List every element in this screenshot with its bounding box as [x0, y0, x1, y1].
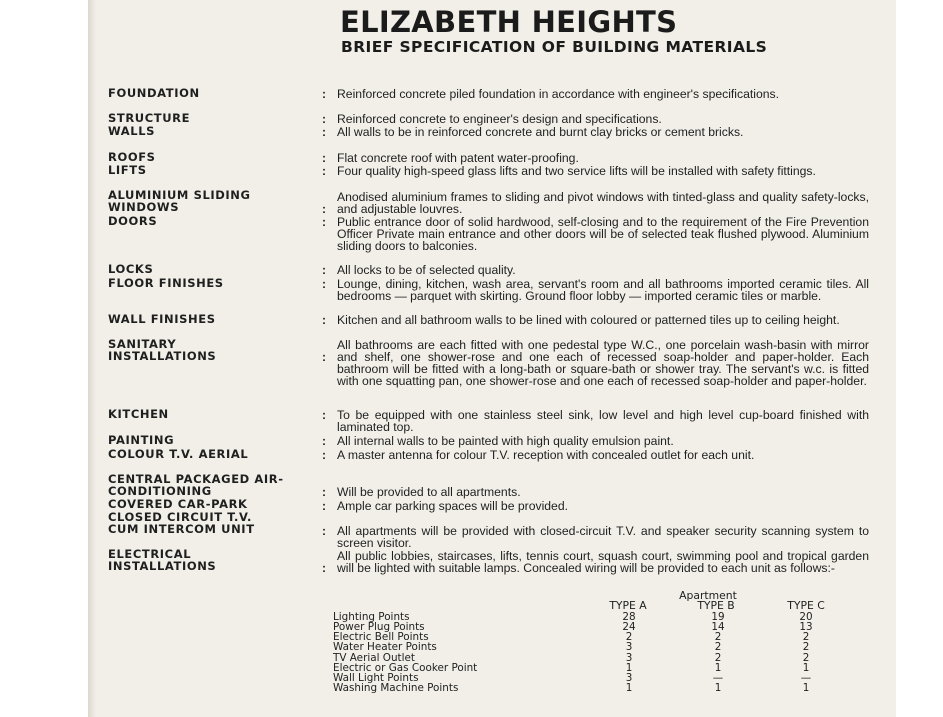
- table-group-header: Apartment: [679, 589, 737, 602]
- table-row-label: Lighting Points: [333, 611, 410, 623]
- spec-label-central-packaged-air-conditioning: CENTRAL PACKAGED AIR-CONDITIONING: [108, 472, 284, 498]
- spec-colon: :: [322, 485, 326, 499]
- table-cell: 3: [625, 672, 633, 684]
- spec-text-lifts: Four quality high-speed glass lifts and two service lifts will be installed with safety fittings.: [337, 164, 816, 178]
- spec-text-roofs: Flat concrete roof with patent water-proofing.: [337, 151, 579, 165]
- spec-label-floor-finishes: FLOOR FINISHES: [108, 276, 224, 290]
- spec-text-doors: Public entrance door of solid hardwood, self-closing and to the requirement of the Fire Prevention Officer Private main entrance and other doors will be of selected teak flushed plywood. Aluminium sliding doors to balconies.: [337, 215, 869, 253]
- page-edge-shadow: [88, 0, 96, 717]
- spec-label-electrical-installations: ELECTRICAL INSTALLATIONS: [108, 547, 217, 573]
- table-row-label: Washing Machine Points: [333, 682, 459, 694]
- table-cell: 3: [625, 641, 633, 653]
- spec-text-wall-finishes: Kitchen and all bathroom walls to be lined with coloured or patterned tiles up to ceiling height.: [337, 313, 840, 327]
- table-cell: 3: [625, 652, 633, 664]
- spec-text-floor-finishes: Lounge, dining, kitchen, wash area, servant's room and all bathrooms imported ceramic tiles. All bedrooms — parquet with skirting. Ground floor lobby — imported ceramic tiles or marble.: [337, 277, 869, 303]
- document-subtitle: BRIEF SPECIFICATION OF BUILDING MATERIALS: [341, 38, 768, 56]
- spec-text-walls: All walls to be in reinforced concrete and burnt clay bricks or cement bricks.: [337, 125, 744, 139]
- table-cell: 13: [799, 621, 813, 633]
- spec-colon: :: [322, 202, 326, 216]
- table-cell: 1: [714, 662, 722, 674]
- table-cell: 28: [622, 611, 636, 623]
- spec-label-sanitary-installations: SANITARY INSTALLATIONS: [108, 337, 217, 363]
- spec-colon: :: [322, 112, 326, 126]
- table-cell: 2: [802, 652, 810, 664]
- spec-colon: :: [322, 408, 326, 422]
- table-cell: 19: [711, 611, 725, 623]
- spec-label-aluminium-sliding-windows: ALUMINIUM SLIDING WINDOWS: [108, 188, 251, 214]
- table-row-label: Power Plug Points: [333, 621, 425, 633]
- spec-label-colour-tv-aerial: COLOUR T.V. AERIAL: [108, 447, 249, 461]
- table-cell: 24: [622, 621, 636, 633]
- spec-label-wall-finishes: WALL FINISHES: [108, 312, 216, 326]
- table-column-header: TYPE C: [787, 599, 825, 612]
- document-title: ELIZABETH HEIGHTS: [340, 5, 678, 39]
- spec-colon: :: [322, 151, 326, 165]
- spec-colon: :: [322, 434, 326, 448]
- spec-colon: :: [322, 448, 326, 462]
- table-cell: 2: [802, 641, 810, 653]
- table-cell: 2: [625, 631, 633, 643]
- spec-colon: :: [322, 164, 326, 178]
- table-cell: 2: [714, 641, 722, 653]
- spec-text-painting: All internal walls to be painted with high quality emulsion paint.: [337, 434, 674, 448]
- spec-colon: :: [322, 313, 326, 327]
- spec-text-aluminium-sliding-windows: Anodised aluminium frames to sliding and pivot windows with tinted-glass and quality safety-locks, and adjustable louvres.: [337, 190, 869, 216]
- table-row-label: TV Aerial Outlet: [333, 652, 415, 664]
- spec-colon: :: [322, 499, 326, 513]
- spec-text-electrical-installations: All public lobbies, staircases, lifts, tennis court, squash court, swimming pool and tropical garden will be lighted with suitable lamps. Concealed wiring will be provided to each unit as follows:-: [337, 549, 869, 575]
- spec-colon: :: [322, 350, 326, 364]
- spec-label-foundation: FOUNDATION: [108, 86, 200, 100]
- spec-text-sanitary-installations: All bathrooms are each fitted with one pedestal type W.C., one porcelain wash-basin with mirror and shelf, one shower-rose and one each of recessed soap-holder and paper-holder. Each bathroom will be fitted with a long-bath or square-bath or shower tray. The servant's w.c. is fitted with one squatting pan, one shower-rose and one each of recessed soap-holder and paper-holder.: [337, 338, 869, 388]
- spec-colon: :: [322, 561, 326, 575]
- spec-text-covered-car-park: Ample car parking spaces will be provided.: [337, 499, 568, 513]
- table-cell: 2: [802, 631, 810, 643]
- table-cell: —: [712, 672, 724, 684]
- table-cell: 20: [799, 611, 813, 623]
- spec-text-foundation: Reinforced concrete piled foundation in accordance with engineer's specifications.: [337, 87, 780, 101]
- table-cell: 2: [714, 631, 722, 643]
- spec-label-locks: LOCKS: [108, 262, 154, 276]
- spec-label-closed-circuit-tv-intercom: CLOSED CIRCUIT T.V. CUM INTERCOM UNIT: [108, 510, 255, 536]
- table-row-label: Electric or Gas Cooker Point: [333, 662, 478, 674]
- table-cell: 1: [625, 662, 633, 674]
- spec-label-walls: WALLS: [108, 124, 156, 138]
- table-cell: 1: [802, 662, 810, 674]
- spec-colon: :: [322, 215, 326, 229]
- table-cell: 1: [714, 682, 722, 694]
- table-column-header: TYPE B: [697, 599, 735, 612]
- spec-colon: :: [322, 524, 326, 538]
- table-row-label: Water Heater Points: [333, 641, 437, 653]
- spec-text-colour-tv-aerial: A master antenna for colour T.V. reception with concealed outlet for each unit.: [337, 448, 755, 462]
- spec-label-roofs: ROOFS: [108, 150, 156, 164]
- spec-colon: :: [322, 277, 326, 291]
- spec-label-painting: PAINTING: [108, 433, 175, 447]
- spec-label-lifts: LIFTS: [108, 163, 147, 177]
- spec-text-kitchen: To be equipped with one stainless steel sink, low level and high level cup-board finished with laminated top.: [337, 408, 869, 434]
- spec-text-central-packaged-air-conditioning: Will be provided to all apartments.: [337, 485, 521, 499]
- table-cell: —: [800, 672, 812, 684]
- table-cell: 1: [802, 682, 810, 694]
- table-cell: 14: [711, 621, 725, 633]
- spec-text-closed-circuit-tv-intercom: All apartments will be provided with closed-circuit T.V. and speaker security scanning system to screen visitor.: [337, 524, 869, 550]
- table-cell: 2: [714, 652, 722, 664]
- table-row-label: Wall Light Points: [333, 672, 419, 684]
- spec-colon: :: [322, 125, 326, 139]
- table-row-label: Electric Bell Points: [333, 631, 429, 643]
- spec-text-structure: Reinforced concrete to engineer's design and specifications.: [337, 112, 662, 126]
- spec-label-doors: DOORS: [108, 214, 158, 228]
- spec-colon: :: [322, 87, 326, 101]
- spec-label-structure: STRUCTURE: [108, 111, 191, 125]
- table-cell: 1: [625, 682, 633, 694]
- spec-label-covered-car-park: COVERED CAR-PARK: [108, 497, 248, 511]
- spec-label-kitchen: KITCHEN: [108, 407, 169, 421]
- spec-text-locks: All locks to be of selected quality.: [337, 263, 516, 277]
- spec-colon: :: [322, 263, 326, 277]
- table-column-header: TYPE A: [609, 599, 647, 612]
